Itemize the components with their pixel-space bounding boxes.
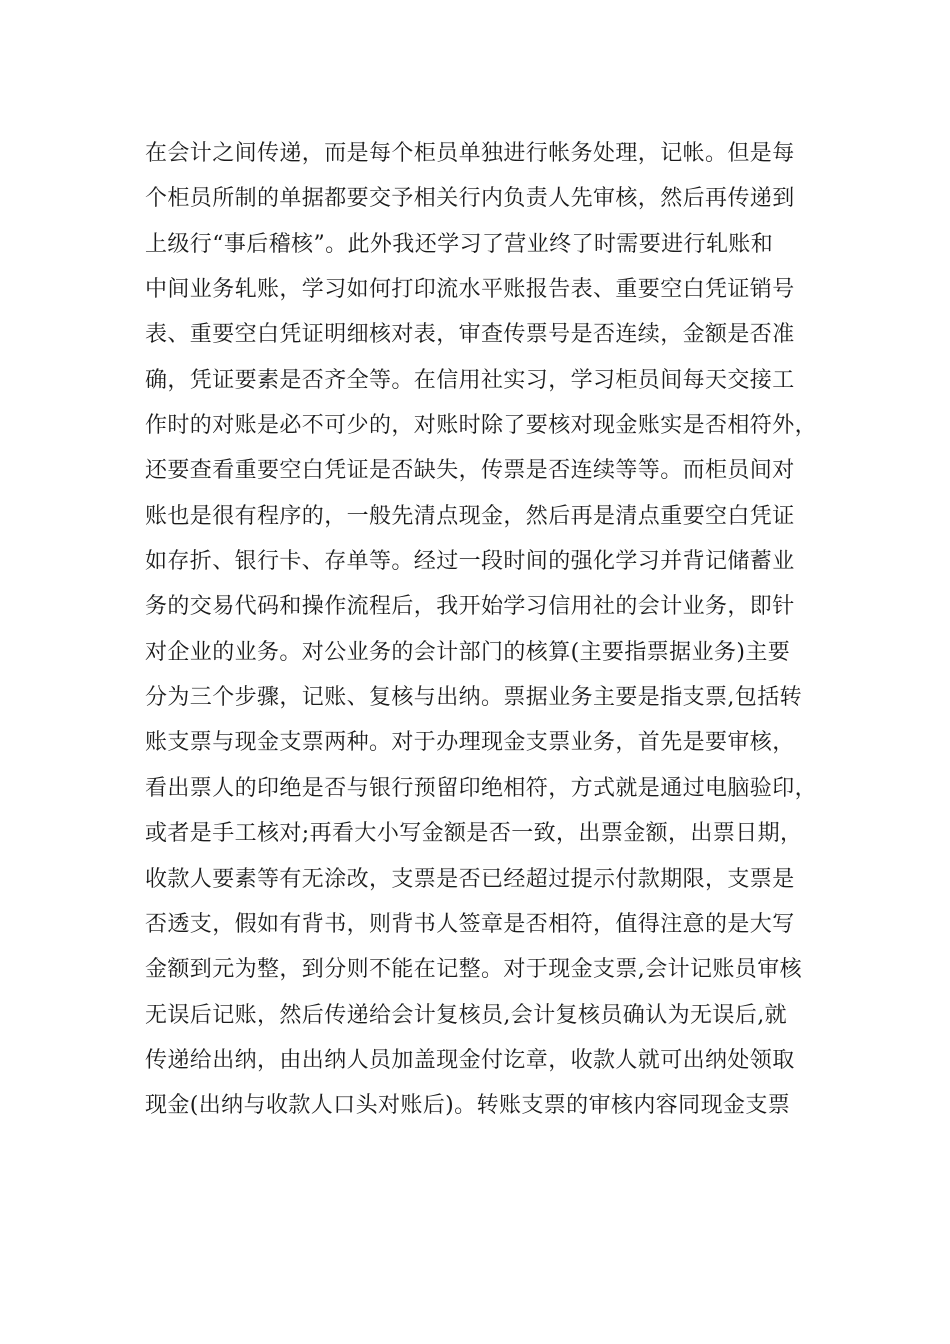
text-line: 分为三个步骤，记账、复核与出纳。票据业务主要是指支票,包括转 [145,685,802,711]
text-line: 看出票人的印绝是否与银行预留印绝相符，方式就是通过电脑验印， [145,775,818,801]
text-line: 无误后记账，然后传递给会计复核员,会计复核员确认为无误后,就 [145,1002,787,1028]
text-line: 或者是手工核对;再看大小写金额是否一致，出票金额，出票日期， [145,821,803,847]
text-line: 确，凭证要素是否齐全等。在信用社实习，学习柜员间每天交接工 [145,367,795,393]
text-line: 现金(出纳与收款人口头对账后)。转账支票的审核内容同现金支票 [145,1093,791,1119]
text-line: 还要查看重要空白凭证是否缺失，传票是否连续等等。而柜员间对 [145,458,795,484]
text-line: 对企业的业务。对公业务的会计部门的核算(主要指票据业务)主要 [145,639,791,665]
text-line: 传递给出纳，由出纳人员加盖现金付讫章，收款人就可出纳处领取 [145,1047,795,1073]
text-line: 个柜员所制的单据都要交予相关行内负责人先审核，然后再传递到 [145,186,795,212]
text-line: 作时的对账是必不可少的，对账时除了要核对现金账实是否相符外， [145,413,818,439]
text-line: 金额到元为整，到分则不能在记整。对于现金支票,会计记账员审核 [145,957,802,983]
text-line: 收款人要素等有无涂改，支票是否已经超过提示付款期限，支票是 [145,866,795,892]
text-line: 中间业务轧账，学习如何打印流水平账报告表、重要空白凭证销号 [145,277,795,303]
text-line: 表、重要空白凭证明细核对表，审查传票号是否连续，金额是否准 [145,322,795,348]
text-line: 账也是很有程序的，一般先清点现金，然后再是清点重要空白凭证 [145,503,795,529]
text-line: 否透支，假如有背书，则背书人签章是否相符，值得注意的是大写 [145,911,795,937]
text-line: 如存折、银行卡、存单等。经过一段时间的强化学习并背记储蓄业 [145,549,795,575]
text-line: 在会计之间传递，而是每个柜员单独进行帐务处理，记帐。但是每 [145,141,795,166]
text-line: 上级行“事后稽核”。此外我还学习了营业终了时需要进行轧账和 [145,231,774,257]
body-text [145,131,825,1129]
text-line: 账支票与现金支票两种。对于办理现金支票业务，首先是要审核， [145,730,795,756]
text-line: 务的交易代码和操作流程后，我开始学习信用社的会计业务，即针 [145,594,795,620]
